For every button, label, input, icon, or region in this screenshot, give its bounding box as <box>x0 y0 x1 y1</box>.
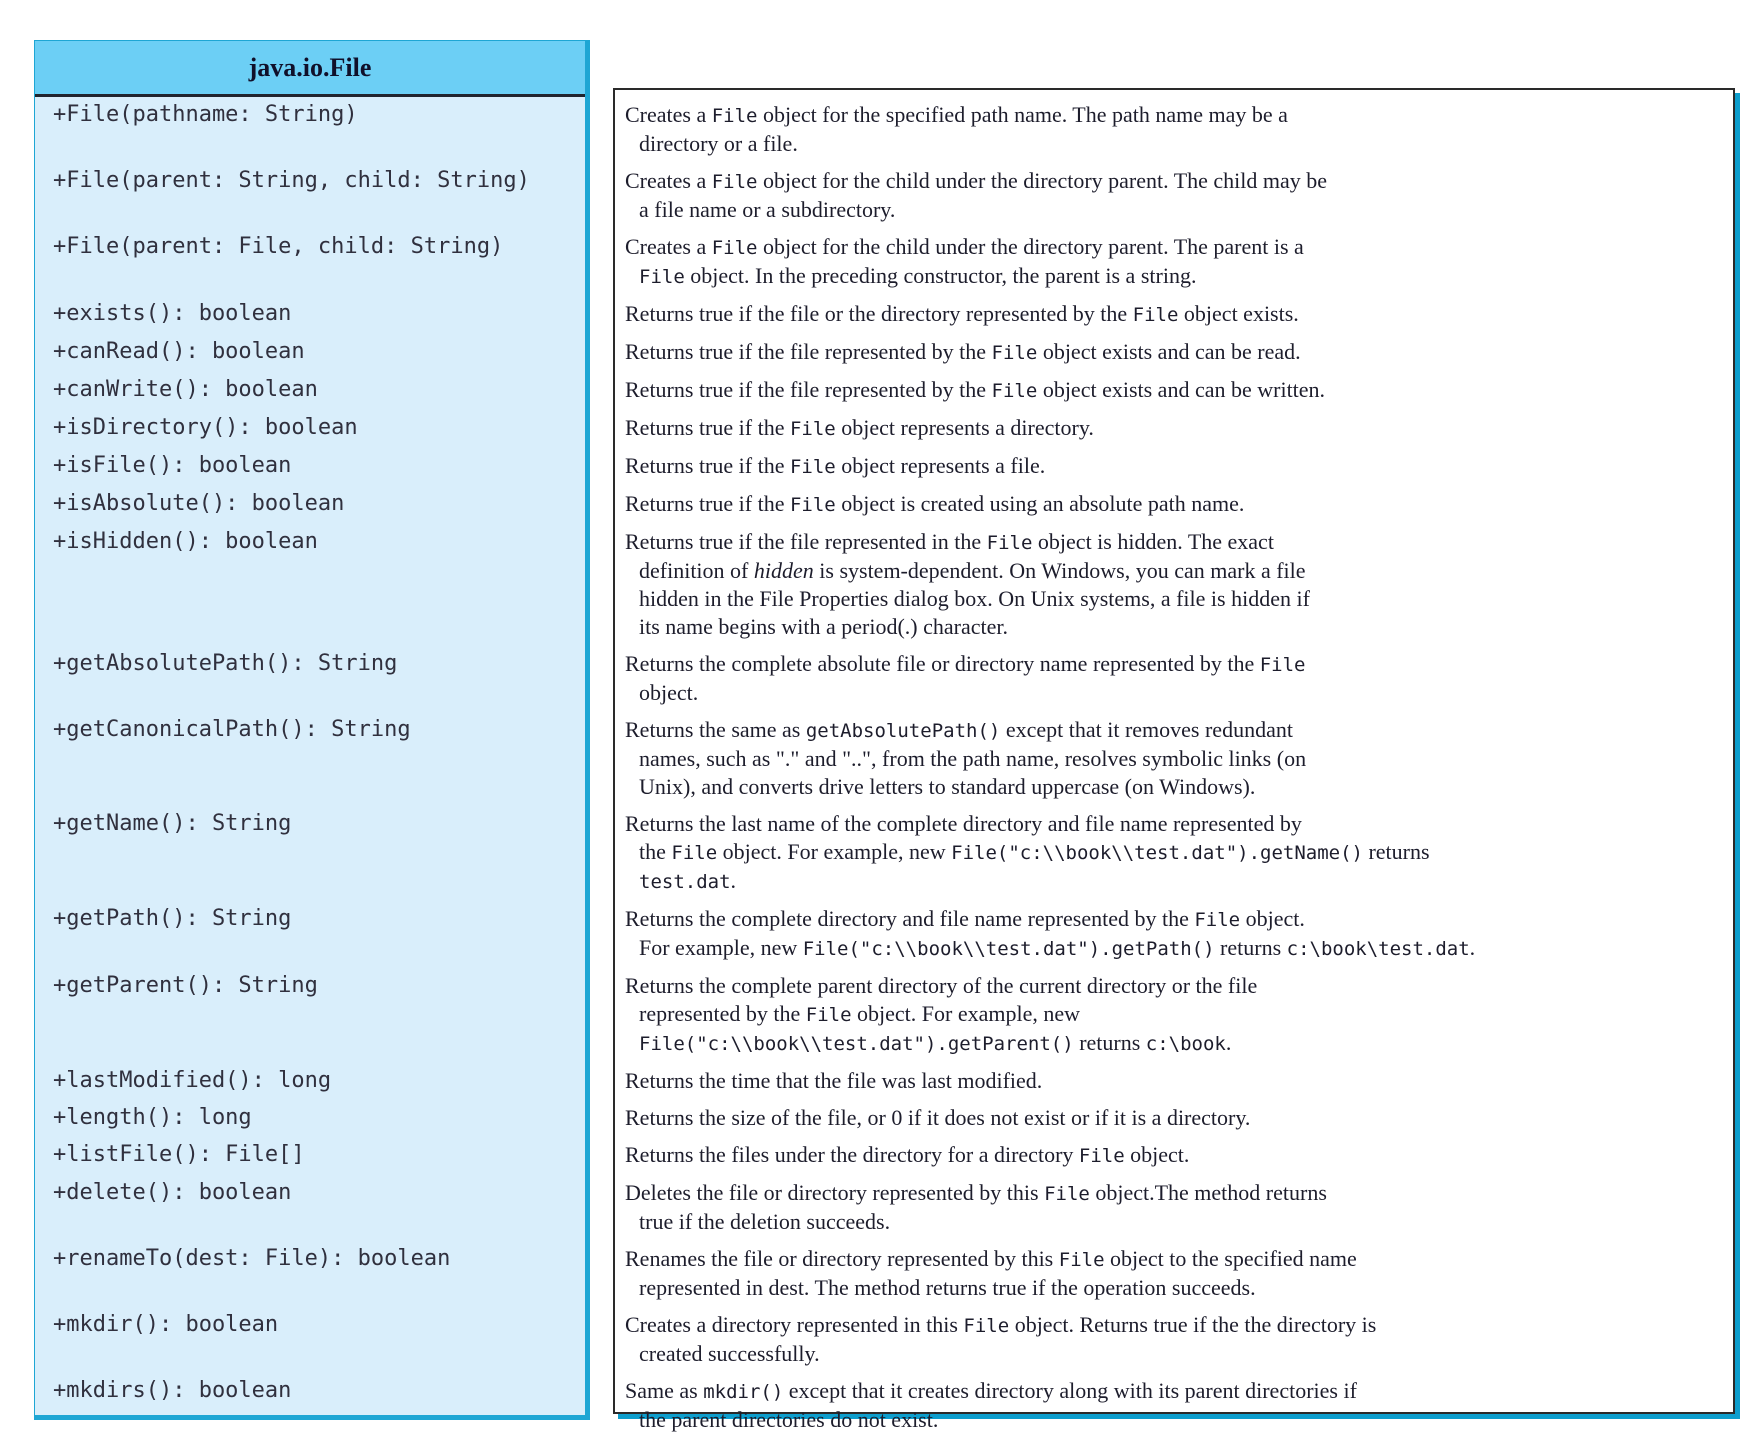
member-row <box>34 1141 1735 1170</box>
method-description: Returns true if the File object represents a file. <box>625 453 1046 478</box>
method-signature: +isFile(): boolean <box>53 453 292 478</box>
method-signature: +getParent(): String <box>53 973 318 998</box>
inline-code: mkdir() <box>703 1381 784 1403</box>
member-row <box>34 338 1735 367</box>
inline-code: File <box>789 418 836 440</box>
method-signature: +getName(): String <box>53 811 292 836</box>
method-signature: +getCanonicalPath(): String <box>53 717 411 742</box>
italic-term: hidden <box>753 558 814 583</box>
method-description: Returns true if the file represented in the File object is hidden. The exact definition of hidden is system-dependent. On Windows, you can mark a file hidden in the File Properties dialog box. On Unix systems, a file is hidden if its name begins with a period(.) character. <box>625 529 1310 639</box>
method-description: Same as mkdir() except that it creates directory along with its parent directories if the parent directories do not exist. <box>625 1378 1357 1432</box>
inline-code: File <box>991 342 1038 364</box>
inline-code: File("c:\\book\\test.dat").getPath() <box>802 938 1215 960</box>
inline-code: getAbsolutePath() <box>805 720 1001 742</box>
method-description: Renames the file or directory represented by this File object to the specified name represented in dest. The method returns true if the operation succeeds. <box>625 1246 1357 1300</box>
method-description: Returns true if the file or the directory represented by the File object exists. <box>625 301 1299 326</box>
method-signature: +mkdir(): boolean <box>53 1312 279 1337</box>
member-row <box>34 905 1735 963</box>
method-signature: +isDirectory(): boolean <box>53 415 358 440</box>
inline-code: test.dat <box>639 871 731 893</box>
member-row <box>34 414 1735 443</box>
method-description: Returns the complete absolute file or directory name represented by the File object. <box>625 651 1306 705</box>
member-row <box>34 452 1735 481</box>
method-description: Returns the last name of the complete directory and file name represented by the File object. For example, new File("c:\\book\\test.dat").getName() returns test.dat. <box>625 811 1430 893</box>
member-row <box>34 1311 1735 1368</box>
method-signature: +renameTo(dest: File): boolean <box>53 1246 451 1271</box>
inline-code: File <box>1078 1145 1125 1167</box>
method-signature: +mkdirs(): boolean <box>53 1378 292 1403</box>
inline-code: File <box>671 842 718 864</box>
method-signature: +File(parent: File, child: String) <box>53 234 504 259</box>
inline-code: File <box>711 171 758 193</box>
inline-code: File("c:\\book\\test.dat").getName() <box>951 842 1363 864</box>
method-description: Deletes the file or directory represented by this File object.The method returns true if the deletion succeeds. <box>625 1180 1327 1234</box>
inline-code: File <box>639 266 685 288</box>
method-signature: +isHidden(): boolean <box>53 529 318 554</box>
member-rows <box>34 101 1735 1443</box>
member-row <box>34 650 1735 707</box>
member-row <box>34 300 1735 329</box>
method-description: Creates a directory represented in this File object. Returns true if the the directory is created successfully. <box>625 1312 1377 1366</box>
inline-code: File <box>986 532 1033 554</box>
method-description: Returns true if the file represented by the File object exists and can be written. <box>625 377 1326 402</box>
method-signature: +delete(): boolean <box>53 1180 292 1205</box>
method-description: Returns the size of the file, or 0 if it does not exist or if it is a directory. <box>625 1105 1251 1130</box>
method-signature: +isAbsolute(): boolean <box>53 491 345 516</box>
method-description: Returns true if the File object is created using an absolute path name. <box>625 491 1245 516</box>
method-description: Returns the complete parent directory of the current directory or the file represented by the File object. For example, new File("c:\\book\\test.dat").getParent() returns c:\book. <box>625 973 1258 1055</box>
inline-code: File <box>1058 1249 1105 1271</box>
method-description: Returns true if the file represented by the File object exists and can be read. <box>625 339 1301 364</box>
inline-code: File <box>1194 909 1241 931</box>
method-signature: +length(): long <box>53 1105 252 1130</box>
member-row <box>34 1067 1735 1095</box>
method-description: Returns the same as getAbsolutePath() except that it removes redundant names, such as "." and "..", from the path name, resolves symbolic links (on Unix), and converts drive letters to standard uppercase (on Windows). <box>625 717 1307 799</box>
member-row <box>34 1179 1735 1236</box>
inline-code: File("c:\\book\\test.dat").getParent() <box>639 1033 1074 1055</box>
method-signature: +listFile(): File[] <box>53 1142 305 1167</box>
method-signature: +getPath(): String <box>53 906 292 931</box>
member-row <box>34 810 1735 896</box>
method-signature: +exists(): boolean <box>53 301 292 326</box>
inline-code: c:\book <box>1145 1033 1226 1055</box>
method-signature: +File(parent: String, child: String) <box>53 168 530 193</box>
method-signature: +getAbsolutePath(): String <box>53 651 398 676</box>
inline-code: File <box>1259 654 1306 676</box>
method-description: Creates a File object for the child under the directory parent. The child may be a file name or a subdirectory. <box>625 168 1328 222</box>
member-row <box>34 167 1735 224</box>
inline-code: File <box>789 494 836 516</box>
method-signature: +File(pathname: String) <box>53 102 358 127</box>
inline-code: c:\book\test.dat <box>1286 938 1470 960</box>
member-row <box>34 1245 1735 1302</box>
inline-code: File <box>805 1004 852 1026</box>
inline-code: File <box>1132 304 1179 326</box>
method-description: Returns the files under the directory for a directory File object. <box>625 1142 1190 1167</box>
method-signature: +lastModified(): long <box>53 1068 332 1093</box>
member-row <box>34 716 1735 801</box>
member-row <box>34 376 1735 405</box>
method-description: Returns the complete directory and file name represented by the File object. For example, new File("c:\\book\\test.dat").getPath() returns c:\book\test.dat. <box>625 906 1476 960</box>
method-signature: +canRead(): boolean <box>53 339 305 364</box>
member-row <box>34 1377 1735 1434</box>
member-row <box>34 233 1735 291</box>
inline-code: File <box>1044 1183 1090 1205</box>
inline-code: File <box>711 237 758 259</box>
member-row <box>34 490 1735 519</box>
member-row <box>34 101 1735 158</box>
inline-code: File <box>991 380 1038 402</box>
uml-class-title: java.io.File <box>35 41 585 97</box>
method-description: Returns the time that the file was last modified. <box>625 1068 1043 1093</box>
member-row <box>34 972 1735 1058</box>
method-description: Creates a File object for the child under the directory parent. The parent is a File object. In the preceding constructor, the parent is a string. <box>625 234 1304 288</box>
inline-code: File <box>711 105 758 127</box>
method-signature: +canWrite(): boolean <box>53 377 318 402</box>
method-description: Returns true if the File object represents a directory. <box>625 415 1094 440</box>
inline-code: File <box>963 1315 1010 1337</box>
inline-code: File <box>789 456 836 478</box>
member-row <box>34 528 1735 641</box>
member-row <box>34 1104 1735 1132</box>
method-description: Creates a File object for the specified path name. The path name may be a directory or a file. <box>625 102 1288 156</box>
